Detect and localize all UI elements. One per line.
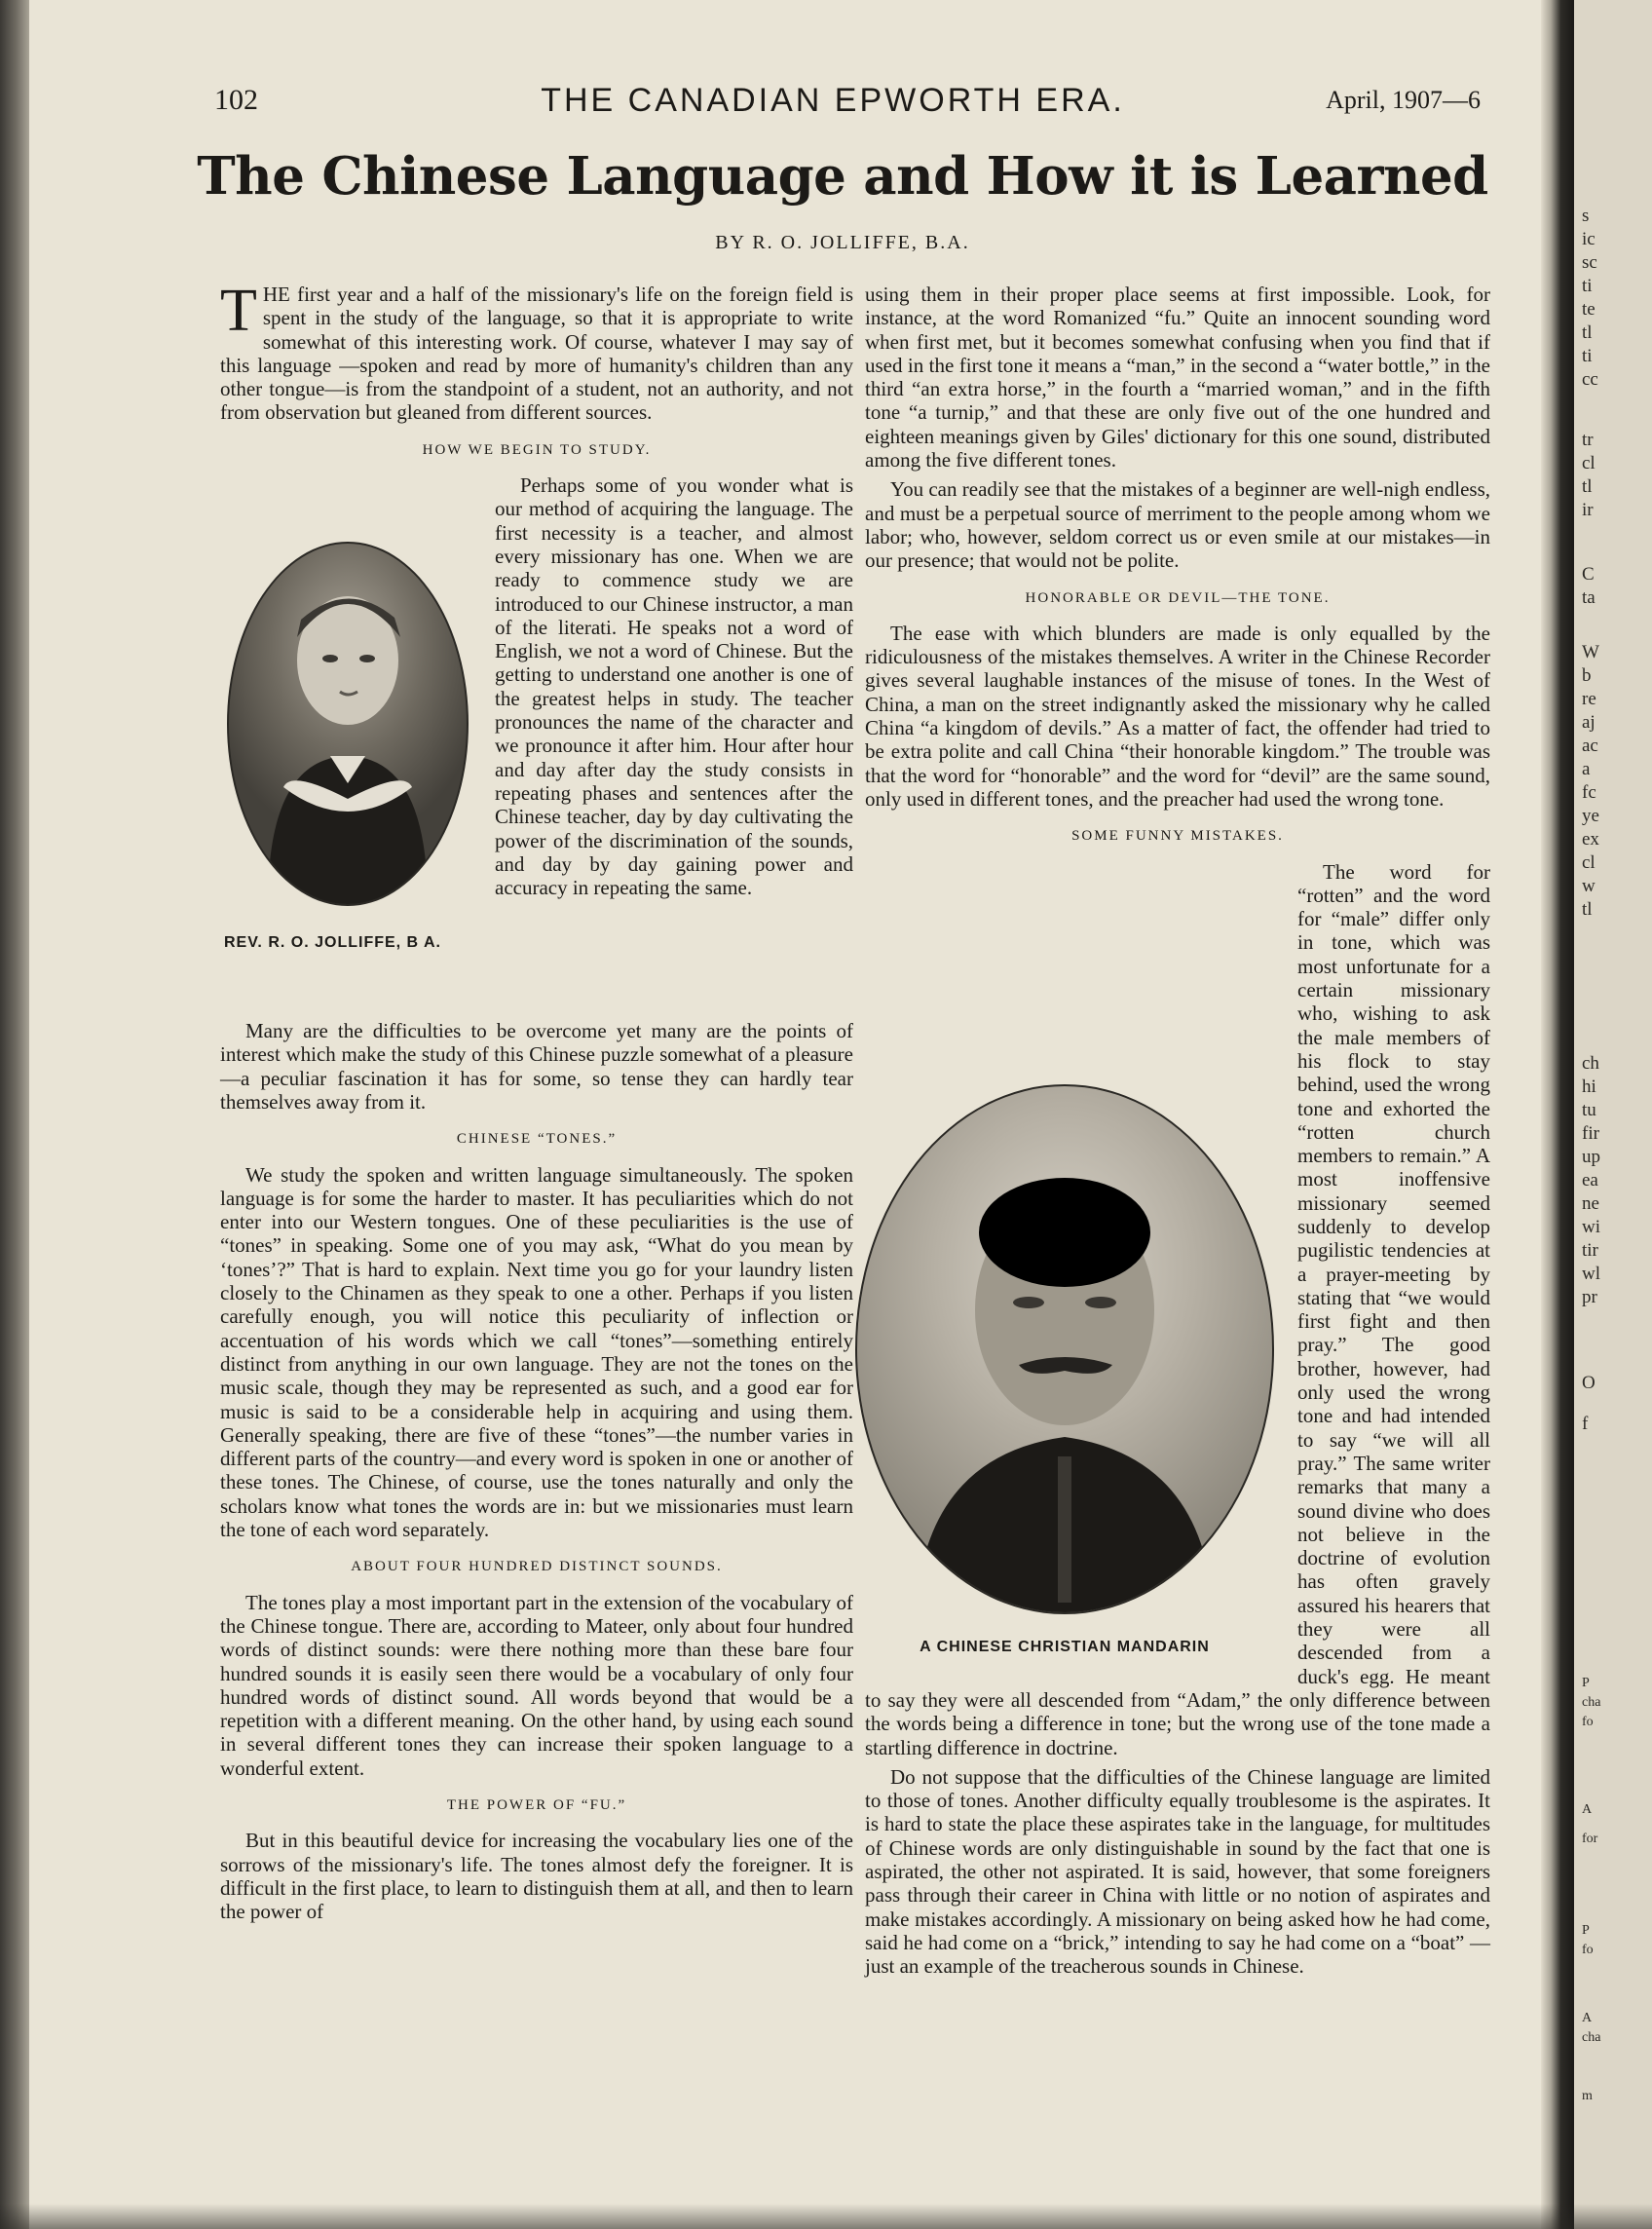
fragment: O xyxy=(1582,1373,1596,1393)
paragraph: The tones play a most important part in the extension of the vocabulary of the Chinese tongue. There are, according to Mateer, only about four hundred words of distinct sounds: were there nothing more than these bare four hundred sounds it is easily seen there would be a vocabulary of only four hundred words of distinct sound. All words beyond that would be a repetition with a different meaning. On the other hand, by using each sound in several different tones they can increase their spoken language to a wonderful extent. xyxy=(220,1590,853,1780)
fragment: up xyxy=(1582,1147,1600,1167)
fragment: re xyxy=(1582,689,1596,709)
adjacent-page-edge xyxy=(1574,0,1652,2229)
author-portrait-photo xyxy=(227,542,469,906)
fragment: w xyxy=(1582,876,1596,896)
section-heading: THE POWER OF “FU.” xyxy=(446,1796,627,1813)
fragment: wl xyxy=(1582,1264,1600,1284)
fragment: cha xyxy=(1582,1695,1601,1710)
fragment: pr xyxy=(1582,1287,1597,1307)
section-heading: HOW WE BEGIN TO STUDY. xyxy=(422,441,652,458)
fragment: fir xyxy=(1582,1123,1599,1144)
fragment: ic xyxy=(1582,229,1596,249)
mandarin-photo-figure xyxy=(845,1084,1284,1688)
mandarin-portrait-photo xyxy=(855,1084,1274,1614)
fragment: ch xyxy=(1582,1053,1599,1074)
left-column xyxy=(220,278,853,1929)
section-heading: HONORABLE OR DEVIL—THE TONE. xyxy=(1025,589,1331,606)
byline: BY R. O. JOLLIFFE, B.A. xyxy=(715,232,970,253)
section-heading: CHINESE “TONES.” xyxy=(456,1131,618,1148)
paragraph: We study the spoken and written language simultaneously. The spoken language is for some the harder to master. It has peculiarities which do not enter into our Western tongues. One of these peculiarities is the use of “tones” in speaking. Some one of you may ask, “What do you mean by ‘tones’?” That is hard to explain. Next time you go for your laundry listen closely to the Chinamen as they speak to one a other. Perhaps if you listen carefully enough, you will notice this peculiarity of inflection or accentuation of his words which we call “tones”—something entirely distinct from anything in our own language. They are not the tones on the music scale, though they may be represented as such, and a good ear for music is said to be a considerable help in acquiring and using them. Generally speaking, there are five of these “tones”—the number varies in different parts of the country—and every word is spoken in one or another of these tones. The Chinese, of course, use the tones naturally and only the scholars know what tones the words are in: but we missionaries must learn the tone of each word separately. xyxy=(220,1162,853,1542)
article-title: The Chinese Language and How it is Learned xyxy=(197,146,1488,207)
fragment: m xyxy=(1582,2089,1593,2103)
scan-bottom-shadow xyxy=(0,2204,1652,2229)
fragment: ti xyxy=(1582,276,1593,296)
author-photo-caption: REV. R. O. JOLLIFFE, B A. xyxy=(224,934,441,952)
paragraph: You can readily see that the mistakes of a beginner are well-nigh endless, and must be a perpetual source of merriment to the people among whom we labor; who, however, seldom correct us or even smile at our mistakes—in our presence; that would not be polite. xyxy=(865,477,1490,573)
paragraph: using them in their proper place seems at first impossible. Look, for instance, at the word Romanized “fu.” Quite an innocent sounding word when first met, but it becomes somewhat confusing when you find that if used in the first tone it means a “man,” in the second a “water bottle,” in the third “an extra horse,” in the fourth a “married woman,” and in the fifth tone “a turnip,” and that these are only five out of the one hundred and eighteen meanings given by Giles' dictionary for this one sound, distributed among the five different tones. xyxy=(865,283,1490,472)
fragment: f xyxy=(1582,1414,1589,1434)
fragment: tl xyxy=(1582,899,1593,920)
fragment: fo xyxy=(1582,1715,1594,1729)
right-column xyxy=(865,283,1490,1983)
running-head xyxy=(185,84,1481,123)
fragment: for xyxy=(1582,1832,1598,1846)
page-gutter xyxy=(1541,0,1574,2229)
fragment: cha xyxy=(1582,2030,1601,2045)
fragment: ac xyxy=(1582,736,1598,756)
paragraph: The word for “rotten” and the word for “male” differ only in tone, which was most unfortunate for a certain missionary who, wishing to ask the male members of his flock to stay behind, used the wrong tone and exhorted the “rotten church members to remain.” A most inoffensive missionary seemed suddenly to develop pugilistic tendencies at a prayer-meeting by stating that “we would first fight and then pray.” The good brother, however, had only used the wrong tone and had intended to say “we will all pray.” The same writer remarks that many a sound divine who does not believe in the doctrine of evolution has often gravely assured his hearers that they were all descended from a duck's egg. He meant to say they were all descended from “Adam,” the only difference between the words being a difference in tone; but the wrong use of the tone made a startling difference in doctrine. xyxy=(865,859,1490,1759)
fragment: te xyxy=(1582,299,1596,320)
fragment: ye xyxy=(1582,806,1599,826)
drop-cap: T xyxy=(220,278,257,344)
fragment: ea xyxy=(1582,1170,1598,1190)
fragment: ne xyxy=(1582,1193,1599,1214)
fragment: ta xyxy=(1582,587,1596,608)
author-photo-figure xyxy=(216,542,479,1019)
fragment: C xyxy=(1582,564,1595,585)
section-heading: ABOUT FOUR HUNDRED DISTINCT SOUNDS. xyxy=(351,1559,723,1575)
fragment: tl xyxy=(1582,476,1593,497)
fragment: sc xyxy=(1582,252,1597,273)
fragment: cl xyxy=(1582,852,1596,873)
fragment: tl xyxy=(1582,322,1593,343)
fragment: cl xyxy=(1582,453,1596,473)
fragment: s xyxy=(1582,206,1590,226)
fragment: P xyxy=(1582,1923,1590,1938)
fragment: A xyxy=(1582,2011,1593,2025)
fragment: tu xyxy=(1582,1100,1596,1120)
issue-date: April, 1907—6 xyxy=(1326,86,1481,114)
fragment: cc xyxy=(1582,369,1598,390)
fragment: A xyxy=(1582,1802,1593,1817)
page-number: 102 xyxy=(214,84,258,116)
fragment: tr xyxy=(1582,430,1594,450)
fragment: tir xyxy=(1582,1240,1598,1261)
fragment: ti xyxy=(1582,346,1593,366)
section-heading: SOME FUNNY MISTAKES. xyxy=(1071,828,1284,845)
fragment: a xyxy=(1582,759,1591,779)
portrait-figure-icon xyxy=(229,544,467,904)
fragment: b xyxy=(1582,665,1592,686)
scan-binding-edge xyxy=(0,0,29,2229)
fragment: fc xyxy=(1582,782,1596,803)
fragment: P xyxy=(1582,1676,1590,1690)
fragment: ir xyxy=(1582,500,1594,520)
fragment: aj xyxy=(1582,712,1596,733)
paragraph: Perhaps some of you wonder what is our method of acquiring the language. The first necessity is a teacher, and almost every missionary has one. When we are ready to commence study we are introduced to our Chinese instructor, a man of the literati. He speaks not a word of English, we not a word of Chinese. But the getting to understand one another is one of the greatest helps in study. The teacher pronounces the name of the character and we pronounce it after him. Hour after hour and day after day the study consists in repeating phases and sentences after the Chinese teacher, day by day cultivating the power of the discrimination of the sounds, and day by day gaining power and accuracy in repeating the same. xyxy=(495,473,853,900)
fragment: ex xyxy=(1582,829,1599,850)
masthead: THE CANADIAN EPWORTH ERA. xyxy=(541,82,1125,119)
mandarin-photo-caption: A CHINESE CHRISTIAN MANDARIN xyxy=(920,1638,1210,1655)
fragment: W xyxy=(1582,642,1599,662)
fragment: hi xyxy=(1582,1077,1596,1097)
paragraph: But in this beautiful device for increasing the vocabulary lies one of the sorrows of the missionary's life. The tones almost defy the foreigner. It is difficult in the first place, to learn to distinguish them at all, and then to learn the power of xyxy=(220,1829,853,1924)
paragraph: The ease with which blunders are made is only equalled by the ridiculousness of the mistakes themselves. A writer in the Chinese Recorder gives several laughable instances of the misuse of tones. In the West of China, a man on the street indignantly asked the missionary why he called China “a kingdom of devils.” As a matter of fact, the offender had tried to be extra polite and call China “their honorable kingdom.” The trouble was that the word for “honorable” and the word for “devil” are the same sound, only used in different tones, and the preacher had used the wrong tone. xyxy=(865,621,1490,811)
intro-paragraph: THE first year and a half of the missionary's life on the foreign field is spent in the study of the language, so that it is appropriate to write somewhat of this interesting work. Of course, whatever I may say of this language —spoken and read by more of humanity's children than any other tongue—is from the standpoint of a student, not an authority, and not from observation but gleaned from different sources. xyxy=(220,278,853,425)
mandarin-figure-icon xyxy=(857,1086,1272,1612)
fragment: fo xyxy=(1582,1943,1594,1957)
paragraph: Many are the difficulties to be overcome yet many are the points of interest which make the study of this Chinese puzzle somewhat of a pleasure—a peculiar fascination it has for some, so tense they can hardly tear themselves away from it. xyxy=(220,1019,853,1114)
paragraph: Do not suppose that the difficulties of the Chinese language are limited to those of tones. Another difficulty equally troublesome is the aspirates. It is hard to state the place these aspirates take in the language, for multitudes of Chinese words are only distinguishable in sound by the fact that one is aspirated, the other not aspirated. It is said, however, that some foreigners pass through their career in China with little or no notion of aspirates and make mistakes accordingly. A missionary on being asked how he had come, said he had come on a “brick,” intending to say he had come on a “boat” —just an example of the treacherous sounds in Chinese. xyxy=(865,1764,1490,1979)
fragment: wi xyxy=(1582,1217,1600,1237)
